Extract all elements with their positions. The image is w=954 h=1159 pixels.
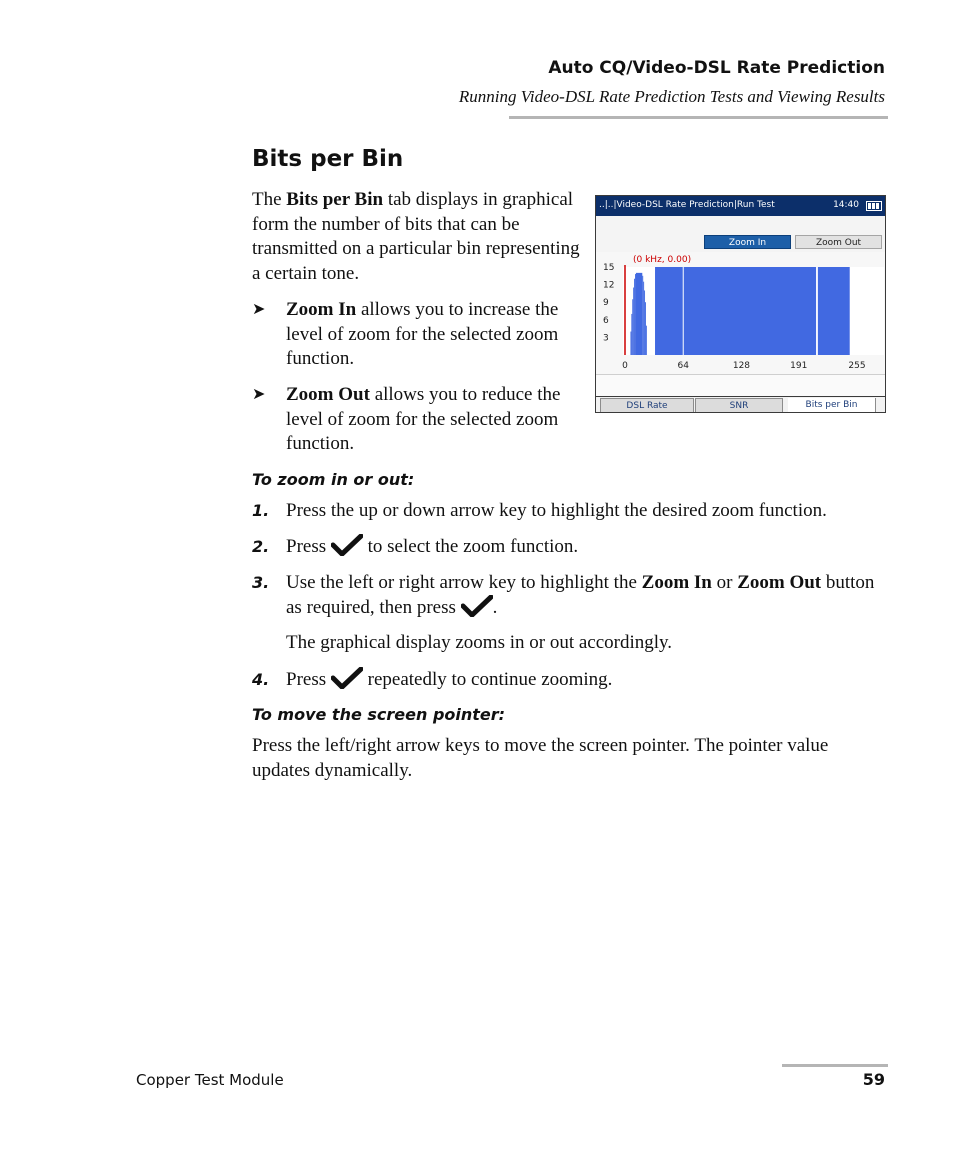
step-number: 4. xyxy=(252,670,270,689)
bin-bar xyxy=(633,288,634,355)
pointer-paragraph: Press the left/right arrow keys to move the screen pointer. The pointer value updates dynamically. xyxy=(252,735,829,781)
y-tick-label: 15 xyxy=(603,263,615,273)
step-number: 2. xyxy=(252,537,270,556)
intro-prefix: The xyxy=(252,189,287,210)
step-text xyxy=(286,667,886,692)
footer-rule xyxy=(782,1064,888,1067)
device-screenshot xyxy=(595,195,886,413)
step-text xyxy=(286,534,886,559)
step-zoom-in-bold: Zoom In xyxy=(641,572,712,593)
bin-bar xyxy=(818,267,850,355)
bin-bar xyxy=(643,282,644,355)
checkmark-icon xyxy=(331,667,363,689)
x-tick-label: 255 xyxy=(848,361,866,371)
step-text: Press the up or down arrow key to highlight the desired zoom function. xyxy=(286,500,827,521)
y-tick-label: 9 xyxy=(603,298,609,309)
device-title-path: ..|..|Video-DSL Rate Prediction|Run Test xyxy=(599,200,775,210)
zoom-in-button[interactable]: Zoom In xyxy=(704,235,791,249)
device-tab-bar xyxy=(596,396,885,413)
step-3-note: The graphical display zooms in or out accordingly. xyxy=(286,632,673,653)
intro-suffix: tab displays in graphical form the number of bits that can be transmitted on a particular bin representing a certain tone. xyxy=(252,189,580,284)
step-zoom-out-bold: Zoom Out xyxy=(737,572,822,593)
bin-bar xyxy=(632,299,633,355)
x-tick-label: 191 xyxy=(790,361,808,371)
y-tick-label: 12 xyxy=(603,280,615,291)
step-text-before: Press xyxy=(286,669,331,690)
x-tick-label: 128 xyxy=(732,361,751,371)
y-tick-label: 3 xyxy=(603,333,609,344)
pointer-label: (0 kHz, 0.00) xyxy=(633,255,692,265)
bullet-arrow-icon: ➤ xyxy=(252,301,266,318)
tab-snr[interactable]: SNR xyxy=(695,398,783,413)
section-subtitle: Running Video-DSL Rate Prediction Tests and Viewing Results xyxy=(458,87,885,106)
x-tick-label: 0 xyxy=(622,361,628,371)
bullet-desc: allows you to reduce the level of zoom for the selected zoom function. xyxy=(286,384,561,454)
bullet-text xyxy=(286,298,586,372)
step-text-after: to select the zoom function. xyxy=(362,536,579,557)
checkmark-icon xyxy=(331,534,363,556)
battery-icon xyxy=(866,201,882,211)
x-tick-label: 64 xyxy=(677,361,689,371)
header-rule xyxy=(509,116,888,119)
intro-paragraph xyxy=(252,188,582,286)
page-number: 59 xyxy=(862,1070,885,1089)
procedure-title-zoom: To zoom in or out: xyxy=(252,470,415,489)
step-text-part: . xyxy=(492,597,498,618)
intro-bold: Bits per Bin xyxy=(286,189,384,210)
y-tick-label: 6 xyxy=(603,315,609,326)
step-text xyxy=(286,570,886,620)
procedure-title-pointer: To move the screen pointer: xyxy=(252,705,506,724)
section-heading: Bits per Bin xyxy=(252,146,404,172)
step-number: 1. xyxy=(252,501,270,520)
tab-bits-per-bin[interactable]: Bits per Bin xyxy=(788,398,876,413)
zoom-out-button[interactable]: Zoom Out xyxy=(795,235,882,249)
bin-bar xyxy=(634,279,635,355)
bin-bar xyxy=(642,276,643,355)
bin-bar xyxy=(644,290,645,355)
step-text-part: button as required, then press xyxy=(286,572,875,618)
step-text-after: repeatedly to continue zooming. xyxy=(362,669,613,690)
device-title-bar xyxy=(596,196,885,216)
tab-dsl-rate[interactable]: DSL Rate xyxy=(600,398,694,413)
step-text-part: or xyxy=(711,572,738,593)
step-number: 3. xyxy=(252,573,270,592)
bits-per-bin-chart xyxy=(596,252,886,374)
bin-bar xyxy=(655,267,816,355)
bullet-desc: allows you to increase the level of zoom for the selected zoom function. xyxy=(286,299,559,369)
footer-manual-title: Copper Test Module xyxy=(136,1071,284,1089)
device-status-area xyxy=(596,374,885,397)
bin-bar xyxy=(630,332,631,355)
bullet-bold: Zoom Out xyxy=(286,384,370,405)
bin-bar xyxy=(631,314,632,355)
bullet-bold: Zoom In xyxy=(286,299,357,320)
chapter-title: Auto CQ/Video-DSL Rate Prediction xyxy=(548,58,885,78)
device-toolbar xyxy=(596,216,885,252)
bin-bar xyxy=(646,326,647,355)
bullet-text xyxy=(286,383,586,457)
device-clock: 14:40 xyxy=(833,200,859,210)
bin-bar xyxy=(636,273,642,355)
bullet-arrow-icon: ➤ xyxy=(252,386,266,403)
checkmark-icon xyxy=(461,595,493,617)
bin-bar xyxy=(645,302,646,355)
step-text-part: Use the left or right arrow key to highlight the xyxy=(286,572,642,593)
step-text-before: Press xyxy=(286,536,331,557)
bin-bar xyxy=(635,274,636,355)
